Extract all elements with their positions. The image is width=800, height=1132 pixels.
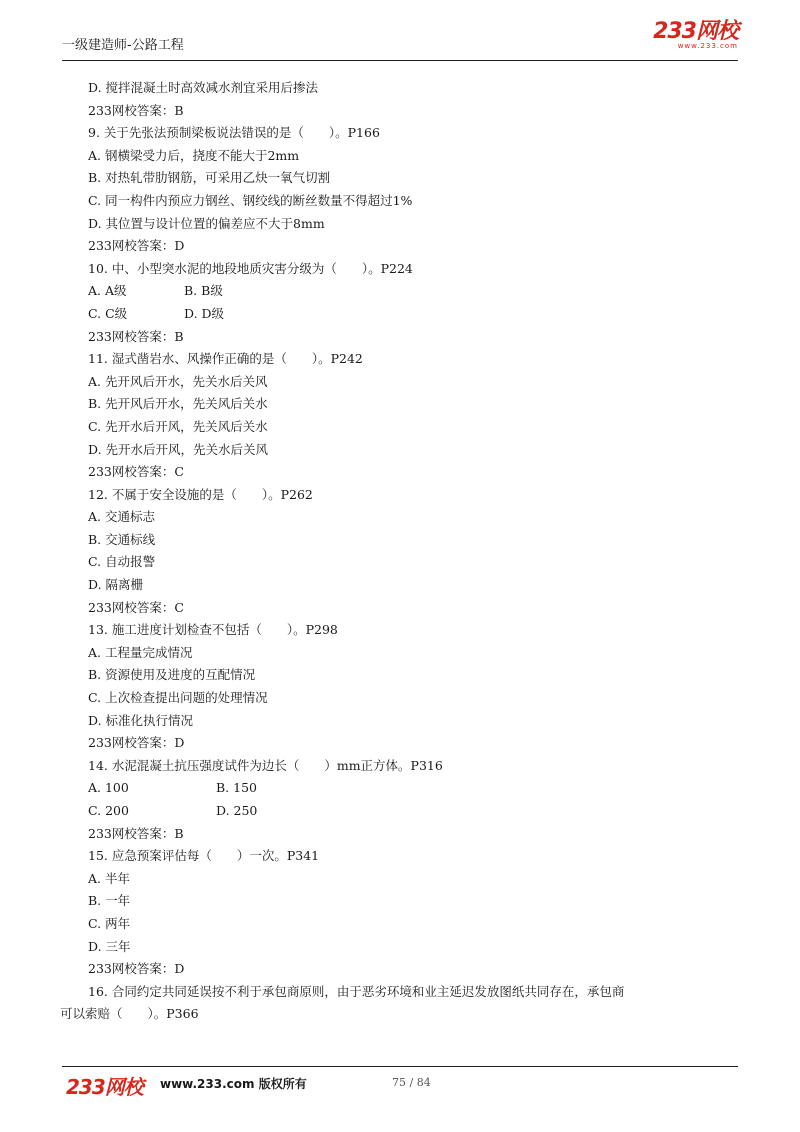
option-b: B. B级 xyxy=(184,283,223,299)
option-line: A. 交通标志 xyxy=(88,509,155,525)
option-line: A. 钢横梁受力后，挠度不能大于2mm xyxy=(88,147,300,163)
logo-text: 233网校 xyxy=(653,19,738,44)
question-14: 14. 水泥混凝土抗压强度试件为边长（ ）mm正方体。P316 xyxy=(88,757,443,773)
header-title: 一级建造师-公路工程 xyxy=(62,38,184,53)
brand-logo xyxy=(653,20,738,50)
footer-copyright[interactable]: www.233.com 版权所有 xyxy=(160,1077,307,1091)
question-15: 15. 应急预案评估每（ ）一次。P341 xyxy=(88,848,320,864)
option-row xyxy=(88,777,744,800)
option-b: B. 150 xyxy=(216,780,257,796)
option-c: C. 200 xyxy=(88,803,129,818)
option-a: A. A级 xyxy=(88,283,127,299)
option-line: D. 标准化执行情况 xyxy=(88,712,194,728)
option-line: C. 自动报警 xyxy=(88,554,156,570)
answer-line: 233网校答案：C xyxy=(88,599,184,615)
question-13: 13. 施工进度计划检查不包括（ ）。P298 xyxy=(88,622,338,638)
question-10: 10. 中、小型突水泥的地段地质灾害分级为（ ）。P224 xyxy=(88,260,413,276)
option-line: C. 先开水后开风，先关风后关水 xyxy=(88,418,268,434)
question-9: 9. 关于先张法预制梁板说法错误的是（ ）。P166 xyxy=(88,125,380,141)
option-line: B. 一年 xyxy=(88,893,131,909)
page-footer xyxy=(62,1066,738,1097)
page-header xyxy=(62,18,738,61)
answer-line: 233网校答案：D xyxy=(88,238,185,254)
option-row xyxy=(88,280,744,303)
answer-line: 233网校答案：B xyxy=(88,102,184,118)
answer-line: 233网校答案：B xyxy=(88,825,184,841)
answer-line: 233网校答案：C xyxy=(88,464,184,480)
document-body xyxy=(60,77,744,1026)
text-line: D. 搅拌混凝土时高效减水剂宜采用后掺法 xyxy=(88,80,319,95)
option-c: C. C级 xyxy=(88,305,128,321)
option-line: B. 资源使用及进度的互配情况 xyxy=(88,667,256,683)
option-line: B. 对热轧带肋钢筋，可采用乙炔一氧气切割 xyxy=(88,170,331,186)
option-row xyxy=(88,303,744,326)
option-a: A. 100 xyxy=(88,780,129,796)
question-12: 12. 不属于安全设施的是（ ）。P262 xyxy=(88,486,313,502)
option-d: D. D级 xyxy=(184,305,225,321)
option-line: A. 先开风后开水，先关水后关风 xyxy=(88,373,268,389)
option-line: D. 其位置与设计位置的偏差应不大于8mm xyxy=(88,215,325,231)
question-16: 16. 合同约定共同延误按不利于承包商原则，由于恶劣环境和业主延迟发放图纸共同存在，承包商 xyxy=(88,983,625,999)
answer-line: 233网校答案：D xyxy=(88,961,185,977)
question-16-continued: 可以索赔（ ）。P366 xyxy=(60,1006,199,1022)
option-line: D. 隔离栅 xyxy=(88,577,144,593)
logo-url: www.233.com xyxy=(677,42,738,50)
option-line: C. 两年 xyxy=(88,915,131,931)
option-row xyxy=(88,800,744,823)
option-line: C. 同一构件内预应力钢丝、钢绞线的断丝数量不得超过1% xyxy=(88,192,413,208)
page-number: 75 / 84 xyxy=(392,1076,431,1089)
option-line: D. 三年 xyxy=(88,938,131,954)
option-line: A. 半年 xyxy=(88,870,130,886)
option-line: D. 先开水后开风，先关水后关风 xyxy=(88,441,269,457)
option-line: A. 工程量完成情况 xyxy=(88,644,193,660)
option-line: B. 交通标线 xyxy=(88,531,156,547)
question-11: 11. 湿式凿岩水、风操作正确的是（ ）。P242 xyxy=(88,351,363,367)
footer-logo: 233网校 xyxy=(66,1075,143,1099)
option-d: D. 250 xyxy=(216,803,258,818)
answer-line: 233网校答案：D xyxy=(88,735,185,751)
answer-line: 233网校答案：B xyxy=(88,328,184,344)
option-line: C. 上次检查提出问题的处理情况 xyxy=(88,690,268,706)
option-line: B. 先开风后开水，先关风后关水 xyxy=(88,396,268,412)
